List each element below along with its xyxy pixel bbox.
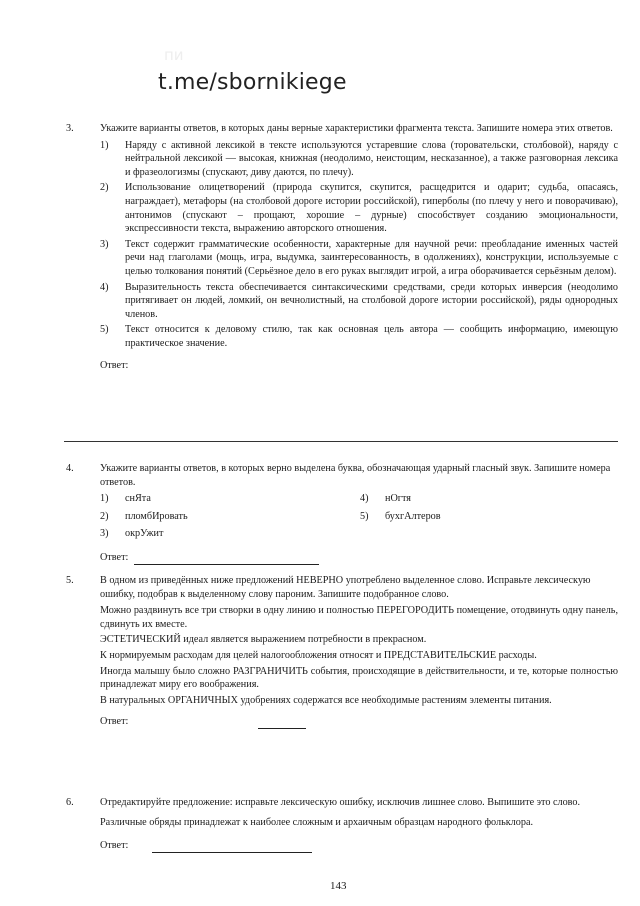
task-instruction: Укажите варианты ответов, в которых даны верные характеристики фрагмента текста. Запишите номера этих ответов. [100,123,613,134]
option-item [100,281,618,322]
option-text: Текст относится к деловому стилю, так как основная цель автора — сообщить информацию, имеющую практическое значение. [125,324,618,349]
task-number: 5. [66,575,74,586]
task-number: 3. [66,123,74,134]
sentence: Можно раздвинуть все три створки в одну линию и полностью ПЕРЕГОРОДИТЬ помещение, отодвинуть одну панель, сдвинуть их вместе. [100,605,618,630]
option-number: 1) [100,493,109,505]
watermark-ghost: пи [164,46,184,64]
task-3 [66,122,618,372]
answer-row [100,551,618,565]
section-divider [64,441,618,442]
option-text: Текст содержит грамматические особенности, характерные для научной речи: преобладание именных частей речи над глаголами (мощь, игра, выдумка, заинтересованность, в одолжениях), конструкции, используемые с целью толкования понятий (Серьёзное дело в его руках выглядит игрой, а игра оборачивается серьёзным делом). [125,238,618,277]
task-number: 4. [66,463,74,474]
option-number: 5) [100,324,109,336]
option-text: окрУжит [125,528,164,540]
answer-field[interactable] [258,718,306,729]
watermark-link[interactable]: t.me/sbornikiege [158,70,347,95]
answer-field[interactable] [134,554,319,565]
option-number: 2) [100,510,109,522]
answer-row [100,715,618,729]
option-item [100,181,618,235]
answer-field[interactable] [152,842,312,853]
task-6 [66,796,618,853]
option-number: 5) [360,510,369,522]
option-item [100,510,340,524]
option-text: Наряду с активной лексикой в тексте используются устаревшие слова (торовательски, столбовой), наряду с нейтральной лексикой — высокая, книжная (неодолимо, неистощим, несказанное), а также разговорная лексика и фразеологизмы (спускают, диву даются, по плечу). [125,139,618,178]
option-text: пломбИровать [125,510,188,522]
answer-label: Ответ: [100,359,129,371]
option-item [360,510,560,524]
sentence: К нормируемым расходам для целей налогообложения относят и ПРЕДСТАВИТЕЛЬСКИЕ расходы. [100,649,537,661]
task-instruction: В одном из приведённых ниже предложений НЕВЕРНО употреблено выделенное слово. Исправьте лексическую ошибку, подобрав к выделенному слову пароним. Запишите подобранное слово. [100,575,591,600]
option-item [360,492,560,506]
answer-label: Ответ: [100,716,129,728]
option-text: нОгтя [385,493,411,505]
option-item [100,323,618,350]
options-grid [100,492,618,543]
option-number: 2) [100,182,109,194]
option-number: 3) [100,238,109,250]
page-number: 143 [330,880,347,892]
option-number: 4) [360,493,369,505]
sentence: В натуральных ОРГАНИЧНЫХ удобрениях содержатся все необходимые растениям элементы питания. [100,694,552,706]
option-item [100,139,618,180]
option-text: Использование олицетворений (природа скупится, скупится, расщедрится и одарит; судьба, опасаясь, награждает), метафоры (на столбовой дороге истории российской), гиперболы (по плечу у него и поворачиваю), антонимов (спускают – прощают, хорошие – дурные) способствует созданию эмоциональности, экспрессивности текста, выражению авторского отношения. [125,182,618,235]
option-text: снЯта [125,493,151,505]
sentence: Иногда малышу было сложно РАЗГРАНИЧИТЬ события, происходящие в действительности, и те, которые полностью принадлежат миру его воображения. [100,665,618,691]
task-number: 6. [66,797,74,808]
option-item [100,527,340,541]
option-number: 1) [100,139,109,151]
option-item [100,238,618,279]
option-item [100,492,340,506]
answer-label: Ответ: [100,840,129,852]
options-list [100,139,618,351]
task-instruction: Укажите варианты ответов, в которых верно выделена буква, обозначающая ударный гласный звук. Запишите номера ответов. [100,463,611,488]
answer-row [100,839,618,853]
option-number: 4) [100,281,109,293]
sentence: Различные обряды принадлежат к наиболее сложным и архаичным образцам народного фольклора. [100,816,534,828]
option-number: 3) [100,528,109,540]
answer-row [100,359,618,373]
task-5 [66,574,618,729]
sentence: ЭСТЕТИЧЕСКИЙ идеал является выражением потребности в прекрасном. [100,634,427,646]
task-4 [66,462,618,565]
answer-label: Ответ: [100,551,129,563]
option-text: бухгАлтеров [385,510,441,522]
task-instruction: Отредактируйте предложение: исправьте лексическую ошибку, исключив лишнее слово. Выпишите это слово. [100,797,581,808]
option-text: Выразительность текста обеспечивается синтаксическими средствами, среди которых инверсия (неодолимо притягивает он людей, ломкий, он вечнолистный, на столбовой дороге истории российской), ряды однородных членов. [125,281,618,320]
